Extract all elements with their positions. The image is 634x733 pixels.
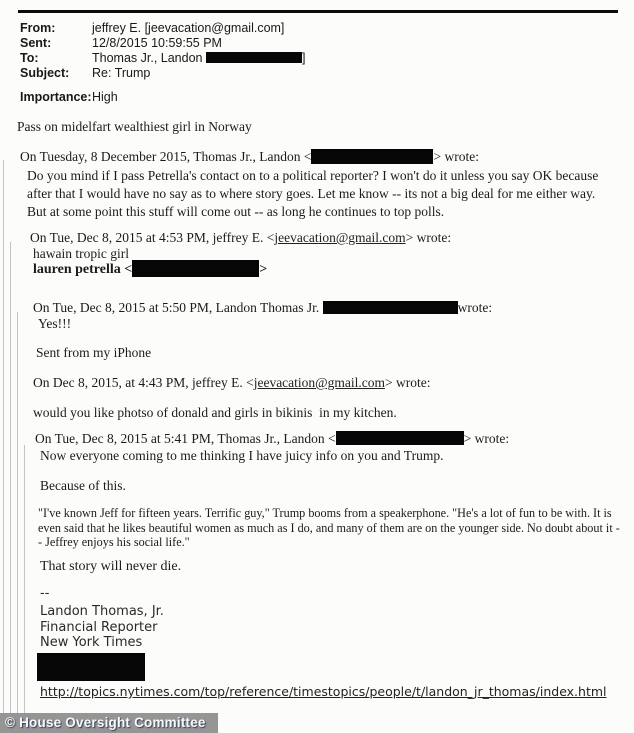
signature-url [40, 684, 624, 700]
to-value [92, 51, 305, 65]
sent-label: Sent: [20, 36, 52, 50]
message-opening-line: Pass on midelfart wealthiest girl in Norway [17, 119, 252, 134]
quote-level-2-bar [10, 242, 11, 715]
quote-header-5-prefix: On Tue, Dec 8, 2015 at 5:41 PM, Thomas Jr., Landon < [35, 431, 336, 446]
quote-header-4-suffix: > wrote: [384, 375, 431, 390]
to-label: To: [20, 51, 39, 65]
quote-header-3-prefix: On Tue, Dec 8, 2015 at 5:50 PM, Landon Thomas Jr. [33, 300, 323, 315]
quote-level-3-bar [17, 312, 18, 715]
signature-name: Landon Thomas, Jr. [40, 604, 164, 619]
quote-header-5 [35, 430, 509, 447]
quote-header-4 [33, 374, 430, 391]
watermark-credit [0, 713, 218, 733]
contact-name: lauren petrella < [33, 262, 133, 277]
contact-line [33, 260, 267, 278]
quote-3-reply: Yes!!! [38, 316, 72, 331]
to-value-bracket: ] [301, 51, 306, 65]
quote-5-line-2: Because of this. [40, 478, 126, 493]
email-link[interactable]: jeevacation@gmail.com [253, 375, 385, 390]
redaction-box [311, 149, 433, 164]
contact-suffix: > [259, 262, 268, 277]
sent-value: 12/8/2015 10:59:55 PM [92, 36, 222, 50]
subject-value: Re: Trump [92, 66, 151, 80]
signature-title: Financial Reporter [40, 620, 158, 635]
quote-header-2 [30, 229, 451, 246]
from-value: jeffrey E. [jeevacation@gmail.com] [92, 21, 285, 35]
header-row-to [20, 51, 305, 66]
watermark-text: © House Oversight Committee [5, 715, 206, 730]
redaction-box [37, 653, 145, 681]
quote-level-1-bar [3, 160, 4, 715]
quote-5-line-3: That story will never die. [40, 559, 182, 574]
quote-level-4-bar [24, 445, 25, 715]
profile-url-link[interactable]: http://topics.nytimes.com/top/reference/timestopics/people/t/landon_jr_thomas/index.html [40, 684, 607, 699]
quote-header-3-suffix: wrote: [457, 300, 493, 315]
redaction-box [323, 301, 458, 314]
email-header [20, 21, 305, 105]
sent-from-iphone-line: Sent from my iPhone [36, 345, 152, 360]
from-label: From: [20, 21, 56, 35]
subject-label: Subject: [20, 66, 70, 80]
quote-header-3 [33, 299, 492, 316]
signature-organization: New York Times [40, 635, 143, 650]
quote-5-line-1: Now everyone coming to me thinking I have juicy info on you and Trump. [40, 448, 444, 463]
email-link[interactable]: jeevacation@gmail.com [274, 230, 406, 245]
press-quote-paragraph: "I've known Jeff for fifteen years. Terrific guy," Trump booms from a speakerphone. "He's a lot of fun to be with. It is even said that he likes beautiful women as much as I do, and many of them are on the younger side. No doubt about it -- Jeffrey enjoys his social life." [38, 506, 620, 549]
to-value-text: Thomas Jr., Landon [92, 51, 206, 65]
quote-header-1 [20, 148, 479, 165]
quote-header-4-prefix: On Dec 8, 2015, at 4:43 PM, jeffrey E. < [33, 375, 254, 390]
quote-4-body: would you like photso of donald and girls in bikinis in my kitchen. [33, 405, 397, 420]
quote-header-1-suffix: > wrote: [433, 149, 479, 164]
signature-divider: -- [40, 586, 50, 601]
importance-label: Importance: [20, 90, 92, 104]
redaction-box [132, 260, 259, 277]
header-divider-rule [18, 10, 618, 13]
quote-header-2-prefix: On Tue, Dec 8, 2015 at 4:53 PM, jeffrey E. < [30, 230, 275, 245]
importance-value: High [92, 90, 118, 104]
redaction-box [336, 431, 464, 445]
quote-header-1-prefix: On Tuesday, 8 December 2015, Thomas Jr., Landon < [20, 149, 312, 164]
quote-header-2-suffix: > wrote: [405, 230, 452, 245]
quote-1-body: Do you mind if I pass Petrella's contact on to a political reporter? I won't do it unless you say OK because after that I would have no say as to where story goes. Let me know -- its not a big deal for me either way. But at some point this stuff will come out -- as long he continues to top polls. [27, 168, 599, 219]
quote-header-5-suffix: > wrote: [463, 431, 510, 446]
header-row-importance [20, 90, 305, 105]
header-row-subject [20, 66, 305, 81]
quote-2-note: hawain tropic girl [33, 246, 129, 261]
header-row-from [20, 21, 305, 36]
redaction-box [206, 52, 302, 63]
header-row-sent [20, 36, 305, 51]
